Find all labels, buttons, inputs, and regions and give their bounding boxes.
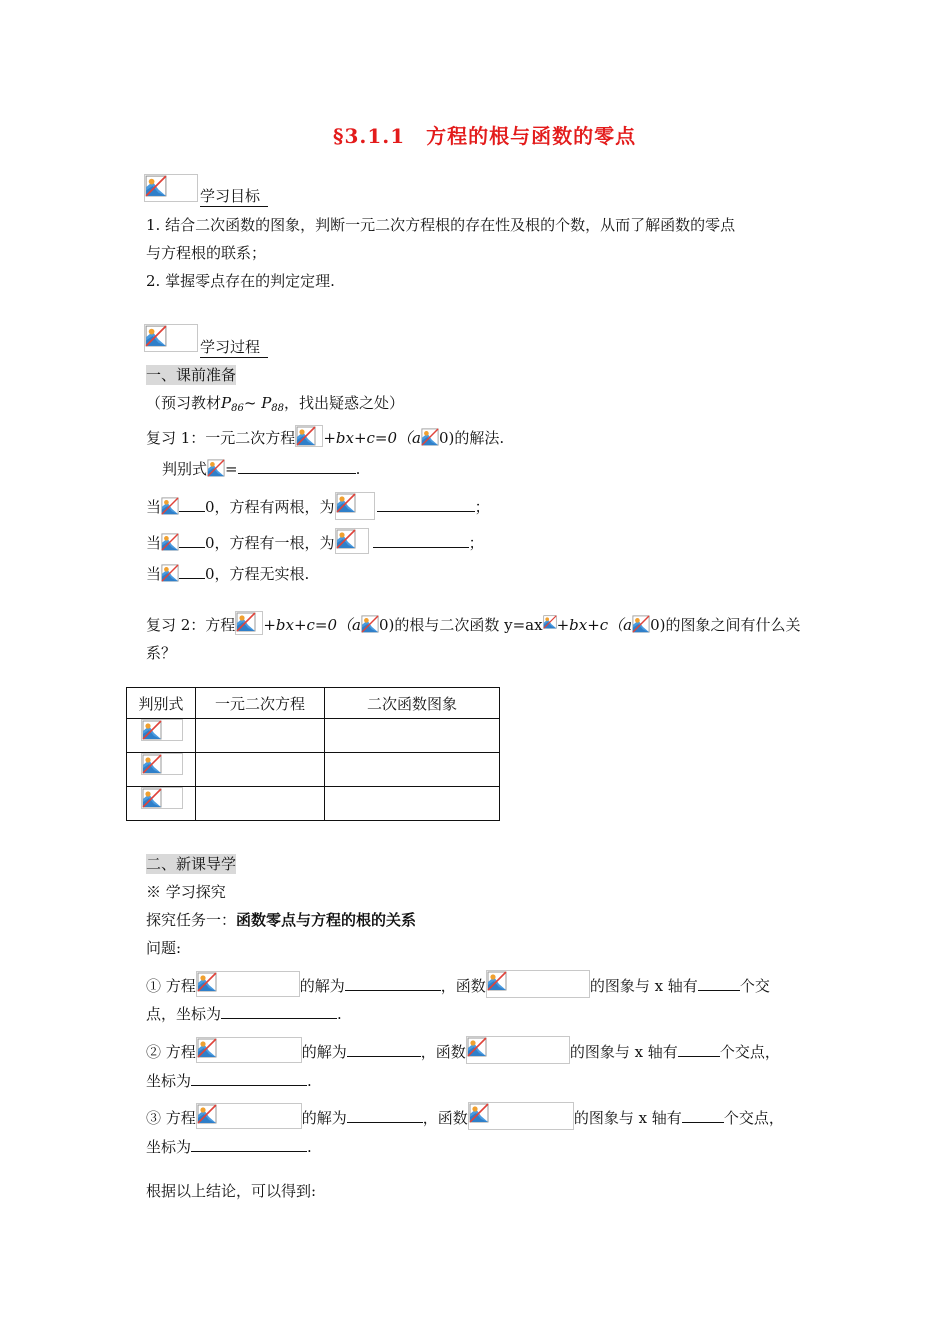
review-text: 0)的根与二次函数 y=ax	[378, 616, 543, 634]
question-text: ① 方程	[146, 977, 196, 995]
question-text: 个交	[739, 977, 770, 995]
when-text: 当	[146, 498, 162, 516]
fill-blank[interactable]	[238, 458, 356, 474]
question-2-line1	[146, 1036, 780, 1064]
heading-text: 学习目标	[200, 186, 268, 207]
discriminant-table	[126, 687, 500, 821]
fill-blank[interactable]	[678, 1041, 720, 1057]
page-number: 86	[231, 403, 244, 414]
broken-image-icon	[336, 529, 356, 549]
formula-image	[335, 492, 375, 520]
broken-image-icon	[142, 788, 162, 808]
section-heading-goals	[200, 186, 268, 207]
question-text: 个交点，	[723, 1109, 784, 1127]
question-2-line2	[146, 1070, 312, 1091]
preview-line	[146, 393, 404, 419]
fill-blank[interactable]	[345, 975, 441, 991]
question-3-line2	[146, 1136, 312, 1157]
broken-image-icon	[145, 325, 167, 347]
table-cell	[127, 753, 196, 787]
broken-image-icon	[421, 428, 439, 446]
question-text: 的解为	[301, 1043, 347, 1061]
delta-image	[141, 719, 183, 741]
broken-image-icon	[142, 754, 162, 774]
delta-image	[161, 497, 179, 515]
task-line	[146, 910, 416, 930]
fill-blank[interactable]	[179, 496, 205, 512]
section-image-placeholder	[144, 324, 198, 352]
question-text: 的图象与 x 轴有	[589, 977, 698, 995]
part-heading-prep: 一、课前准备	[146, 366, 237, 384]
equation-text: +bx+c=0（a	[323, 429, 421, 447]
broken-image-icon	[632, 615, 650, 633]
broken-image-icon	[236, 612, 256, 632]
equals: =	[225, 460, 238, 478]
broken-image-icon	[469, 1103, 489, 1123]
case-two-roots	[146, 492, 490, 520]
goal-item-2: 2. 掌握零点存在的判定定理.	[146, 272, 335, 290]
broken-image-icon	[161, 533, 179, 551]
page-title: §3.1.1 方程的根与函数的零点	[333, 124, 637, 148]
semicolon: ；	[474, 498, 490, 516]
equation-image	[196, 1037, 302, 1063]
review-2-line1	[146, 611, 801, 635]
fill-blank[interactable]	[191, 1136, 307, 1152]
formula-image	[632, 615, 650, 633]
question-text: 点，坐标为	[146, 1005, 222, 1023]
broken-image-icon	[142, 720, 162, 740]
equation-image	[196, 971, 300, 997]
review-2-line2: 系？	[146, 644, 177, 662]
section-image-placeholder	[144, 174, 198, 202]
formula-image	[421, 428, 439, 446]
table-row	[127, 787, 500, 821]
delta-image	[141, 787, 183, 809]
fill-blank[interactable]	[347, 1041, 421, 1057]
review-text: 0)的解法.	[438, 429, 505, 447]
fill-blank[interactable]	[191, 1070, 307, 1086]
formula-image	[235, 611, 263, 635]
formula-image	[295, 425, 323, 447]
table-cell[interactable]	[325, 787, 500, 821]
review-text: 0)的图象之间有什么关	[650, 616, 801, 634]
goal-item-1-line2: 与方程根的联系；	[146, 244, 267, 262]
task-title: 函数零点与方程的根的关系	[236, 911, 417, 929]
question-3-line1	[146, 1102, 784, 1130]
broken-image-icon	[207, 459, 225, 477]
question-text: 坐标为	[146, 1072, 192, 1090]
table-header: 二次函数图象	[325, 688, 500, 719]
function-image	[486, 970, 590, 998]
broken-image-icon	[296, 426, 316, 446]
question-text: ② 方程	[146, 1043, 196, 1061]
explore-heading: ※ 学习探究	[146, 883, 226, 901]
section-heading-process	[200, 337, 268, 358]
review-text: 复习 2：方程	[146, 616, 236, 634]
table-header-row	[127, 688, 500, 719]
question-text: ，函数	[422, 1109, 468, 1127]
question-1-line2	[146, 1003, 342, 1024]
period: .	[337, 1005, 342, 1023]
table-cell	[127, 787, 196, 821]
question-text: ，函数	[420, 1043, 466, 1061]
broken-image-icon	[197, 1038, 217, 1058]
question-1-line1	[146, 970, 770, 998]
fill-blank[interactable]	[682, 1107, 724, 1123]
table-cell[interactable]	[196, 787, 325, 821]
page-ref: P	[221, 394, 232, 412]
function-image	[466, 1036, 570, 1064]
table-cell[interactable]	[196, 753, 325, 787]
function-image	[468, 1102, 574, 1130]
preview-text: （预习教材	[146, 394, 222, 412]
table-cell	[127, 719, 196, 753]
table-row	[127, 719, 500, 753]
review-text: 复习 1：一元二次方程	[146, 429, 296, 447]
delta-image	[161, 533, 179, 551]
case-no-root	[146, 563, 309, 584]
fill-blank[interactable]	[347, 1107, 423, 1123]
equation-text: +bx+c=0（a	[263, 616, 361, 634]
delta-image	[207, 459, 225, 477]
label: 判别式	[162, 460, 208, 478]
broken-image-icon	[361, 615, 379, 633]
conclusion-line: 根据以上结论，可以得到:	[146, 1182, 317, 1200]
fill-blank[interactable]	[373, 532, 469, 548]
preview-text: ，找出疑惑之处）	[284, 394, 405, 412]
when-text: 当	[146, 534, 162, 552]
case-text: 0，方程有两根，为	[205, 498, 335, 516]
broken-image-icon	[543, 615, 557, 629]
broken-image-icon	[467, 1037, 487, 1057]
delta-image	[141, 753, 183, 775]
case-text: 0，方程有一根，为	[205, 534, 335, 552]
question-text: 坐标为	[146, 1138, 192, 1156]
broken-image-icon	[161, 564, 179, 582]
case-one-root	[146, 528, 484, 554]
review-1	[146, 425, 504, 448]
task-label: 探究任务一：	[146, 911, 237, 929]
part-heading-new-lesson: 二、新课导学	[146, 855, 237, 873]
question-text: ③ 方程	[146, 1109, 196, 1127]
broken-image-icon	[336, 493, 356, 513]
question-text: 个交点，	[719, 1043, 780, 1061]
table-cell[interactable]	[325, 719, 500, 753]
discriminant-line	[162, 458, 360, 479]
page-ref: P	[261, 394, 272, 412]
semicolon: ；	[468, 534, 484, 552]
formula-image	[361, 615, 379, 633]
tilde: ~	[243, 394, 262, 412]
heading-text: 学习过程	[200, 337, 268, 358]
when-text: 当	[146, 565, 162, 583]
equation-image	[196, 1103, 302, 1129]
table-row	[127, 753, 500, 787]
period: .	[307, 1138, 312, 1156]
formula-image	[543, 615, 557, 633]
question-text: 的解为	[301, 1109, 347, 1127]
equation-text: +bx+c（a	[556, 616, 633, 634]
table-header: 判别式	[127, 688, 196, 719]
question-text: 的图象与 x 轴有	[573, 1109, 682, 1127]
goal-item-1-line1: 1. 结合二次函数的图象，判断一元二次方程根的存在性及根的个数，从而了解函数的零点	[146, 216, 736, 234]
period: .	[355, 460, 361, 478]
broken-image-icon	[487, 971, 507, 991]
broken-image-icon	[161, 497, 179, 515]
question-label: 问题:	[146, 939, 182, 957]
broken-image-icon	[197, 972, 217, 992]
question-text: 的解为	[299, 977, 345, 995]
fill-blank[interactable]	[179, 563, 205, 579]
period: .	[307, 1072, 312, 1090]
page-number: 88	[271, 403, 285, 414]
broken-image-icon	[145, 175, 167, 197]
table-header: 一元二次方程	[196, 688, 325, 719]
fill-blank[interactable]	[698, 975, 740, 991]
delta-image	[161, 564, 179, 582]
question-text: 的图象与 x 轴有	[569, 1043, 678, 1061]
fill-blank[interactable]	[179, 532, 205, 548]
question-text: ，函数	[440, 977, 486, 995]
formula-image	[335, 528, 369, 554]
case-text: 0，方程无实根.	[205, 565, 310, 583]
table-cell[interactable]	[325, 753, 500, 787]
fill-blank[interactable]	[377, 496, 475, 512]
fill-blank[interactable]	[221, 1003, 337, 1019]
broken-image-icon	[197, 1104, 217, 1124]
table-cell[interactable]	[196, 719, 325, 753]
